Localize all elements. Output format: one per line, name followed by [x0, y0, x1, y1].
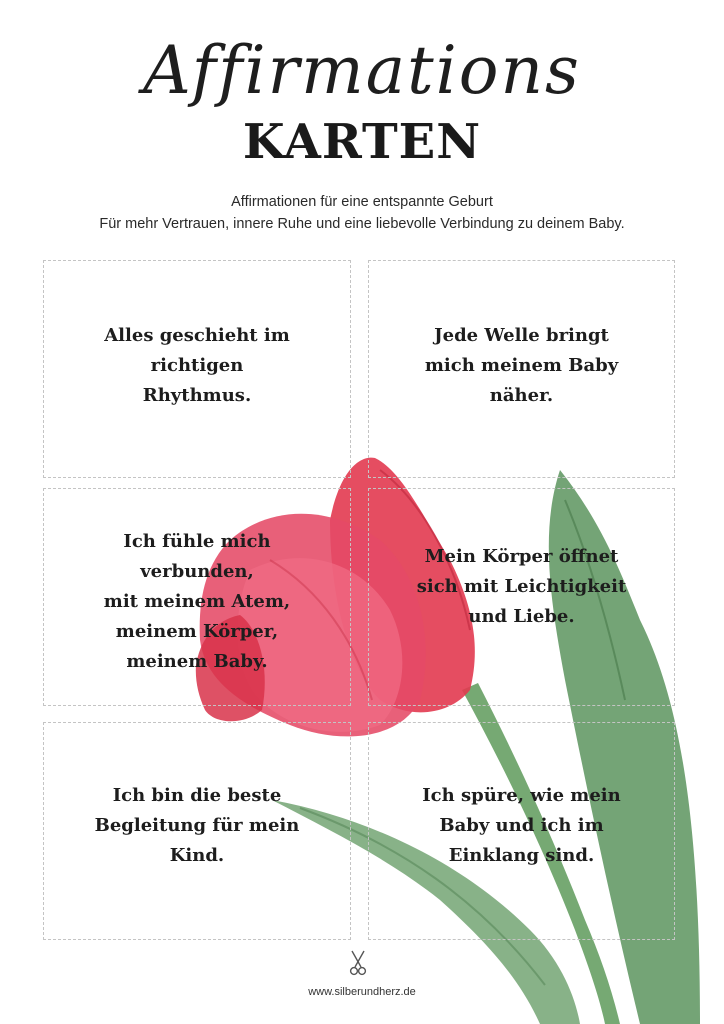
- affirmation-card-5: [43, 722, 351, 940]
- title-script: Affirmations: [143, 32, 581, 109]
- footer-url: www.silberundherz.de: [308, 986, 416, 998]
- subtitle-line-1: Affirmationen für eine entspannte Geburt: [231, 194, 493, 210]
- affirmation-card-3: [43, 488, 351, 706]
- scissors-icon: [349, 950, 367, 976]
- affirmation-card-4: [368, 488, 675, 706]
- card-text: Ich bin die beste Begleitung für mein Kind.: [94, 785, 300, 866]
- card-text: Jede Welle bringt mich meinem Baby näher.: [424, 325, 619, 406]
- affirmation-card-2: [368, 260, 675, 478]
- card-text: Mein Körper öffnet sich mit Leichtigkeit und Liebe.: [416, 546, 627, 627]
- title-block: KARTEN: [242, 114, 482, 170]
- card-text: Alles geschieht im richtigen Rhythmus.: [104, 325, 290, 406]
- card-text: Ich fühle mich verbunden, mit meinem Atem, meinem Körper, meinem Baby.: [103, 531, 291, 672]
- affirmation-card-1: [43, 260, 351, 478]
- card-text: Ich spüre, wie mein Baby und ich im Einklang sind.: [422, 785, 621, 866]
- subtitle-line-2: Für mehr Vertrauen, innere Ruhe und eine liebevolle Verbindung zu deinem Baby.: [99, 216, 625, 232]
- affirmation-card-6: [368, 722, 675, 940]
